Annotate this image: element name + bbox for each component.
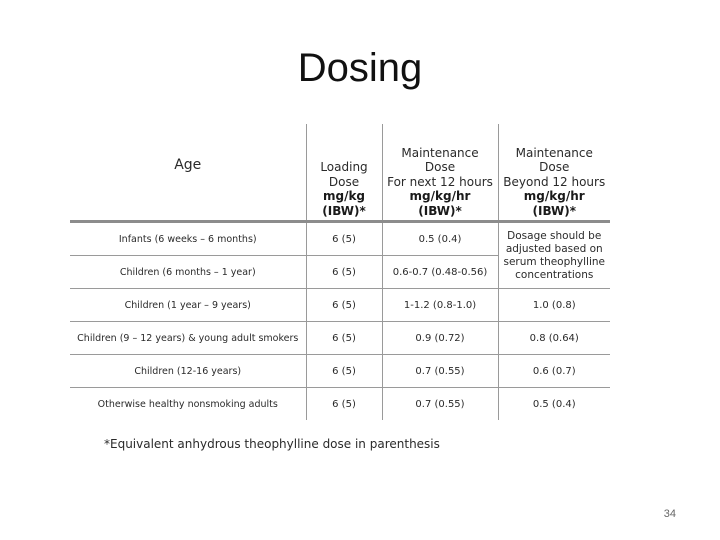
cell-maintenance-beyond: 1.0 (0.8) — [498, 289, 610, 322]
cell-maintenance-12h: 0.5 (0.4) — [382, 222, 498, 256]
cell-maintenance-beyond: 0.8 (0.64) — [498, 322, 610, 355]
cell-maintenance-beyond: 0.5 (0.4) — [532, 398, 576, 410]
table-row — [70, 322, 610, 355]
cell-maintenance-12h: 1-1.2 (0.8-1.0) — [382, 289, 498, 322]
header-mb-line1: Maintenance — [515, 145, 593, 160]
header-mb-unit: mg/kg/hr — [523, 189, 585, 203]
cell-loading: 6 (5) — [306, 355, 382, 388]
dosage-note-line: serum theophylline — [503, 255, 606, 268]
header-loading-line2: Dose — [328, 174, 360, 189]
cell-maintenance-12h: 0.9 (0.72) — [382, 322, 498, 355]
cell-maintenance-12h: 0.7 (0.55) — [382, 388, 498, 421]
footnote: *Equivalent anhydrous theophylline dose in parenthesis — [104, 437, 440, 451]
header-m12-line1: Maintenance — [401, 145, 479, 160]
table-row — [70, 388, 610, 421]
cell-loading: 6 (5) — [306, 222, 382, 256]
header-m12-ibw: (IBW)* — [418, 203, 462, 218]
cell-dosage-note — [498, 222, 610, 289]
cell-maintenance-12h: 0.6-0.7 (0.48-0.56) — [382, 256, 498, 289]
dosage-note-line: adjusted based on — [505, 242, 603, 255]
header-m12-line2: Dose — [424, 160, 456, 174]
header-age: Age — [70, 124, 306, 222]
cell-loading: 6 (5) — [306, 388, 382, 421]
cell-loading: 6 (5) — [306, 256, 382, 289]
header-mb-ibw: (IBW)* — [532, 203, 576, 218]
cell-maintenance-beyond: 0.6 (0.7) — [498, 355, 610, 388]
cell-loading: 6 (5) — [306, 289, 382, 322]
cell-age: Otherwise healthy nonsmoking adults — [70, 388, 306, 421]
cell-maintenance-12h: 0.7 (0.55) — [382, 355, 498, 388]
header-mb-line3: Beyond 12 hours — [503, 174, 606, 189]
header-loading-ibw: (IBW)* — [322, 203, 366, 218]
header-loading-unit: mg/kg — [322, 189, 366, 203]
cell-age: Infants (6 weeks – 6 months) — [70, 222, 306, 256]
header-mb-line2: Dose — [539, 160, 570, 174]
header-maintenance-beyond — [498, 124, 610, 222]
cell-age: Children (9 – 12 years) & young adult smokers — [70, 322, 306, 355]
cell-age: Children (1 year – 9 years) — [70, 289, 306, 322]
page-number: 34 — [663, 508, 676, 520]
cell-loading: 6 (5) — [306, 322, 382, 355]
table-row — [70, 355, 610, 388]
cell-age: Children (12-16 years) — [70, 355, 306, 388]
dosing-table-wrapper — [70, 124, 610, 436]
header-maintenance-12h — [382, 124, 498, 222]
slide-title: Dosing — [297, 46, 423, 90]
header-loading-dose — [306, 124, 382, 222]
table-header-row — [70, 124, 610, 222]
dosing-table — [70, 124, 610, 420]
header-m12-unit: mg/kg/hr — [409, 189, 471, 203]
header-loading-line1: Loading — [320, 160, 368, 174]
dosage-note-line: Dosage should be — [507, 229, 602, 242]
table-row — [70, 289, 610, 322]
table-row — [70, 222, 610, 256]
header-m12-line3: For next 12 hours — [387, 174, 493, 189]
cell-age: Children (6 months – 1 year) — [70, 256, 306, 289]
dosage-note-line: concentrations — [515, 268, 594, 281]
